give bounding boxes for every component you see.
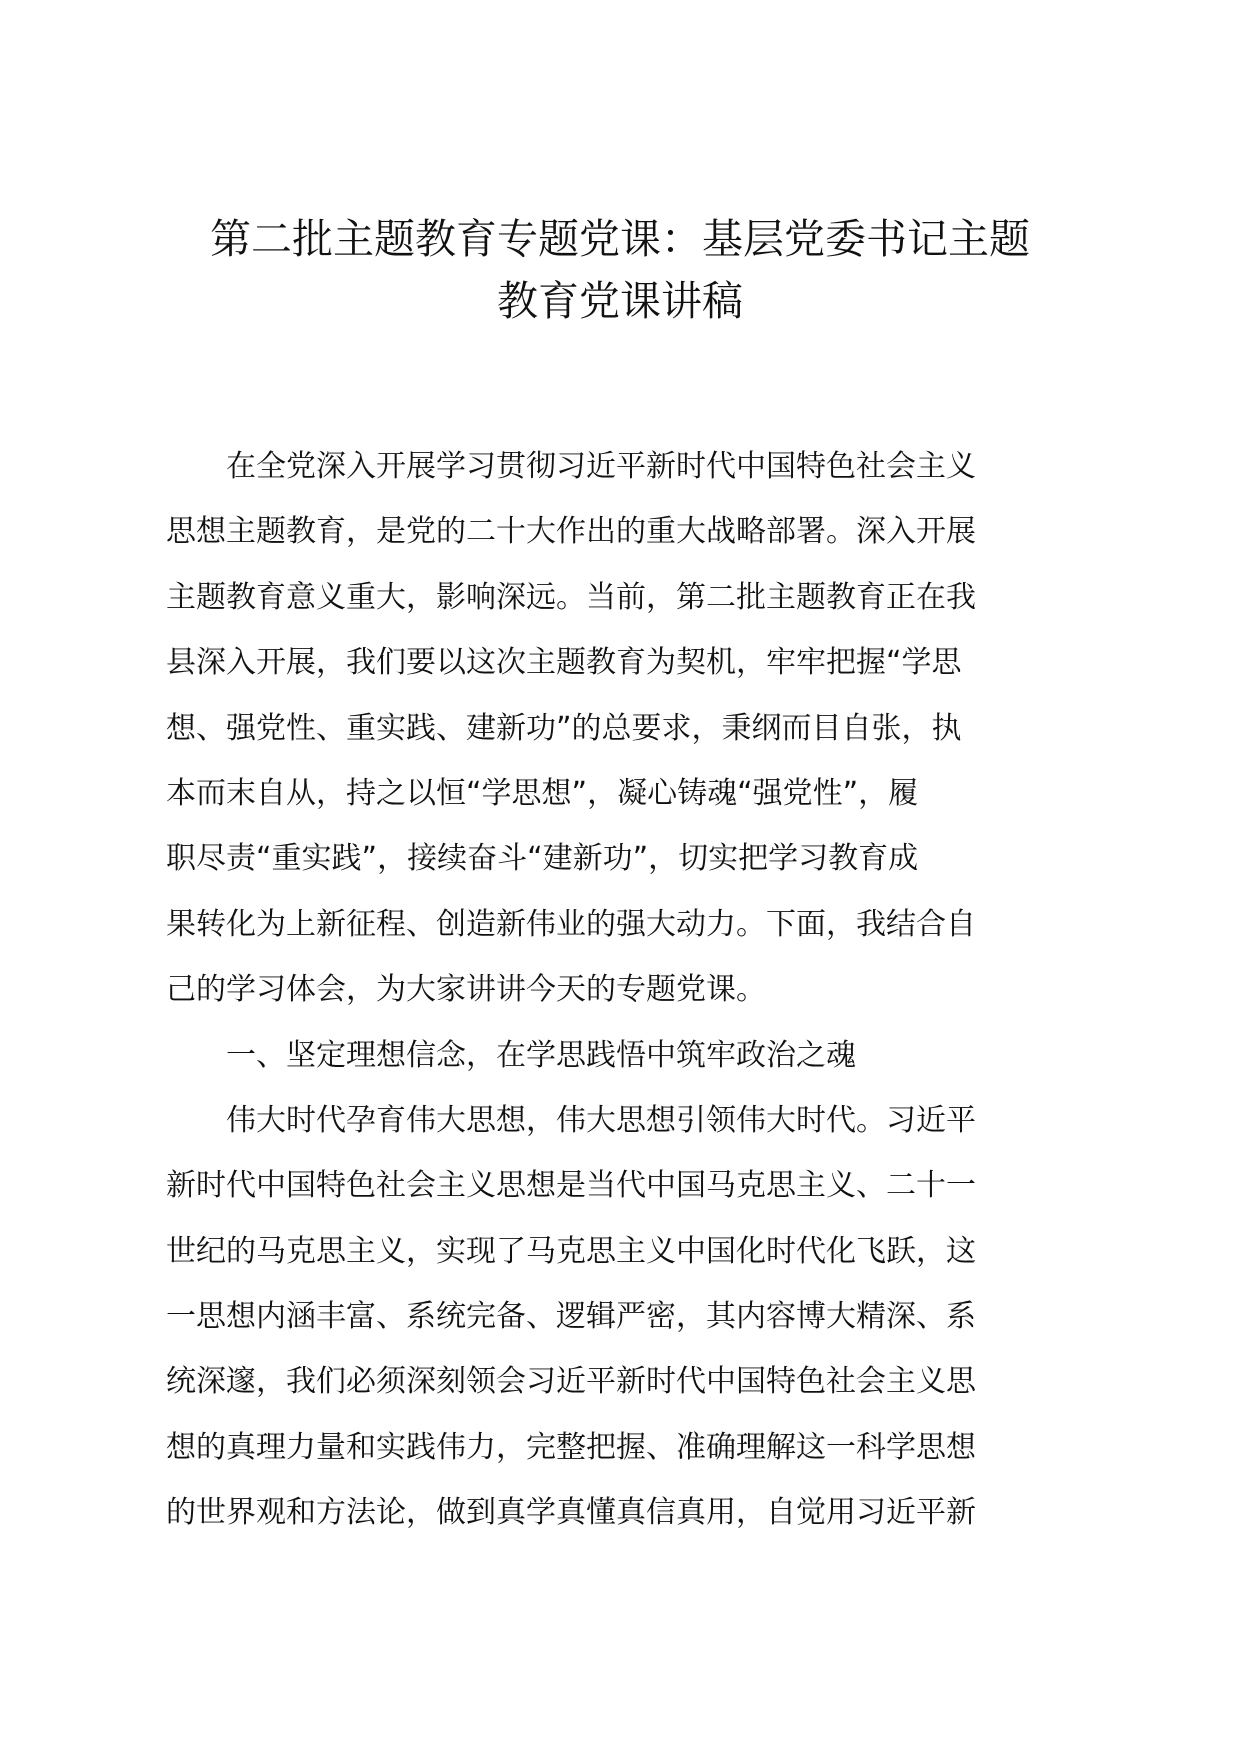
body-line: 县深入开展，我们要以这次主题教育为契机，牢牢把握“学思	[166, 645, 962, 681]
body-line: 想、强党性、重实践、建新功”的总要求，秉纲而目自张，执	[166, 710, 962, 746]
body-line: 思想主题教育，是党的二十大作出的重大战略部署。深入开展	[166, 514, 976, 550]
body-line: 职尽责“重实践”，接续奋斗“建新功”，切实把学习教育成	[166, 841, 919, 877]
title-line-1: 第二批主题教育专题党课：基层党委书记主题	[210, 215, 1030, 263]
body-line: 在全党深入开展学习贯彻习近平新时代中国特色社会主义	[166, 449, 976, 484]
body-line: 主题教育意义重大，影响深远。当前，第二批主题教育正在我	[166, 579, 976, 615]
body-line: 一思想内涵丰富、系统完备、逻辑严密，其内容博大精深、系	[166, 1299, 976, 1335]
body-line: 果转化为上新征程、创造新伟业的强大动力。下面，我结合自	[166, 906, 976, 942]
document-title	[150, 208, 1090, 332]
body-line: 的世界观和方法论，做到真学真懂真信真用，自觉用习近平新	[166, 1495, 976, 1531]
body-line: 世纪的马克思主义，实现了马克思主义中国化时代化飞跃，这	[166, 1233, 976, 1269]
section-heading-1: 一、坚定理想信念，在学思践悟中筑牢政治之魂	[166, 1037, 856, 1073]
body-line: 本而末自从，持之以恒“学思想”，凝心铸魂“强党性”，履	[166, 775, 919, 811]
title-line-2: 教育党课讲稿	[497, 277, 743, 325]
body-line: 新时代中国特色社会主义思想是当代中国马克思主义、二十一	[166, 1168, 976, 1204]
body-line: 伟大时代孕育伟大思想，伟大思想引领伟大时代。习近平	[166, 1102, 976, 1138]
body-line: 统深邃，我们必须深刻领会习近平新时代中国特色社会主义思	[166, 1364, 976, 1400]
document-body	[166, 434, 1086, 1546]
body-line: 想的真理力量和实践伟力，完整把握、准确理解这一科学思想	[166, 1429, 976, 1465]
body-line: 己的学习体会，为大家讲讲今天的专题党课。	[166, 972, 766, 1008]
